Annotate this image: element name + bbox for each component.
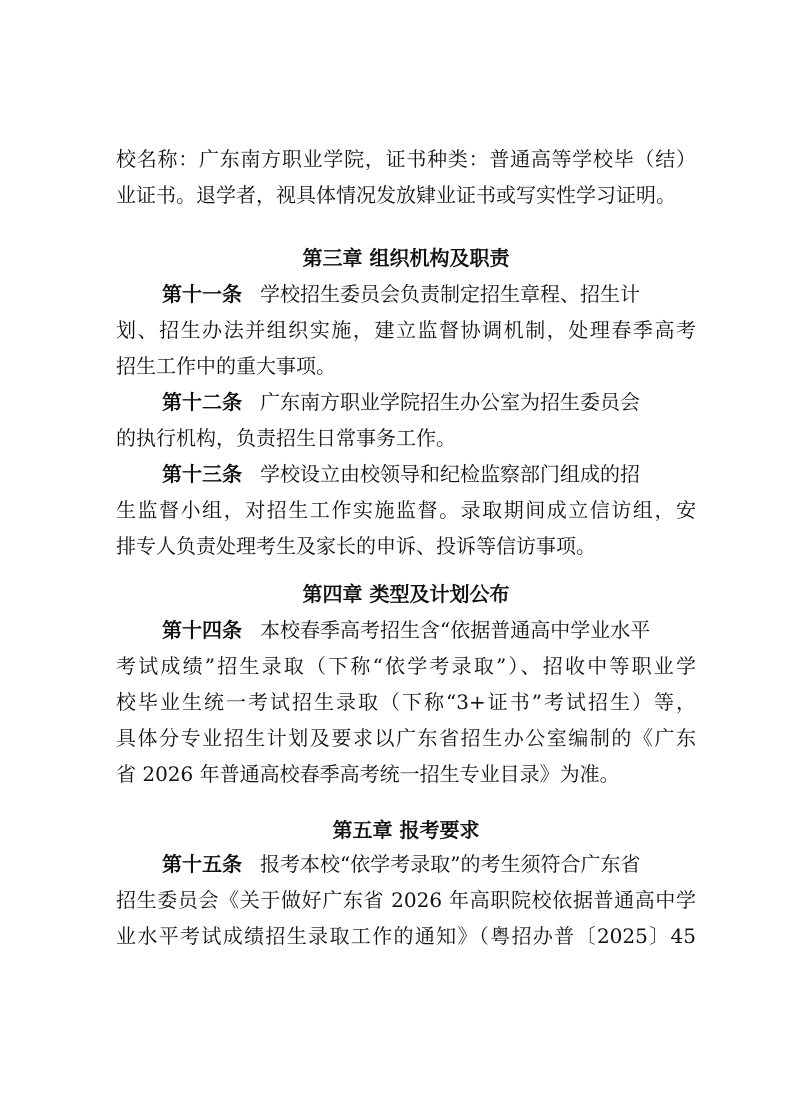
chapter-3-heading: 第三章 组织机构及职责 (302, 246, 510, 270)
text-line: 生监督小组，对招生工作实施监督。录取期间成立信访组，安 (116, 498, 696, 522)
article-14-label: 第十四条 (162, 618, 242, 642)
text-line: 划、招生办法并组织实施，建立监督协调机制，处理春季高考 (116, 318, 696, 342)
text-line: 业证书。退学者，视具体情况发放肄业证书或写实性学习证明。 (116, 183, 676, 207)
article-13-label: 第十三条 (162, 462, 242, 486)
text-line: 业水平考试成绩招生录取工作的通知》（粤招办普〔2025〕45 (116, 924, 696, 948)
chapter-5-heading: 第五章 报考要求 (332, 818, 480, 842)
text-line: 报考本校“依学考录取”的考生须符合广东省 (260, 852, 641, 876)
text-line: 的执行机构，负责招生日常事务工作。 (116, 426, 456, 450)
text-line: 具体分专业招生计划及要求以广东省招生办公室编制的《广东 (116, 726, 696, 750)
article-15-first-line (162, 846, 696, 882)
article-13-first-line (162, 456, 696, 492)
article-15-label: 第十五条 (162, 852, 242, 876)
article-14-first-line (162, 612, 696, 648)
text-line: 考试成绩”招生录取（下称“依学考录取”）、招收中等职业学 (116, 654, 696, 678)
text-line: 学校设立由校领导和纪检监察部门组成的招 (260, 462, 640, 486)
text-line: 校毕业生统一考试招生录取（下称“3+证书”考试招生）等， (116, 690, 696, 714)
article-12-label: 第十二条 (162, 390, 242, 414)
article-11-label: 第十一条 (162, 282, 242, 306)
text-line: 学校招生委员会负责制定招生章程、招生计 (260, 282, 640, 306)
text-line: 招生工作中的重大事项。 (116, 354, 336, 378)
article-11-first-line (162, 276, 696, 312)
article-12-first-line (162, 384, 696, 420)
text-line: 招生委员会《关于做好广东省 2026 年高职院校依据普通高中学 (116, 888, 696, 912)
text-line: 省 2026 年普通高校春季高考统一招生专业目录》为准。 (116, 762, 620, 786)
text-line: 广东南方职业学院招生办公室为招生委员会 (260, 390, 640, 414)
text-line: 校名称：广东南方职业学院，证书种类：普通高等学校毕（结） (116, 147, 696, 171)
text-line: 排专人负责处理考生及家长的申诉、投诉等信访事项。 (116, 534, 596, 558)
text-line: 本校春季高考招生含“依据普通高中学业水平 (260, 618, 651, 642)
chapter-4-heading: 第四章 类型及计划公布 (302, 582, 510, 606)
